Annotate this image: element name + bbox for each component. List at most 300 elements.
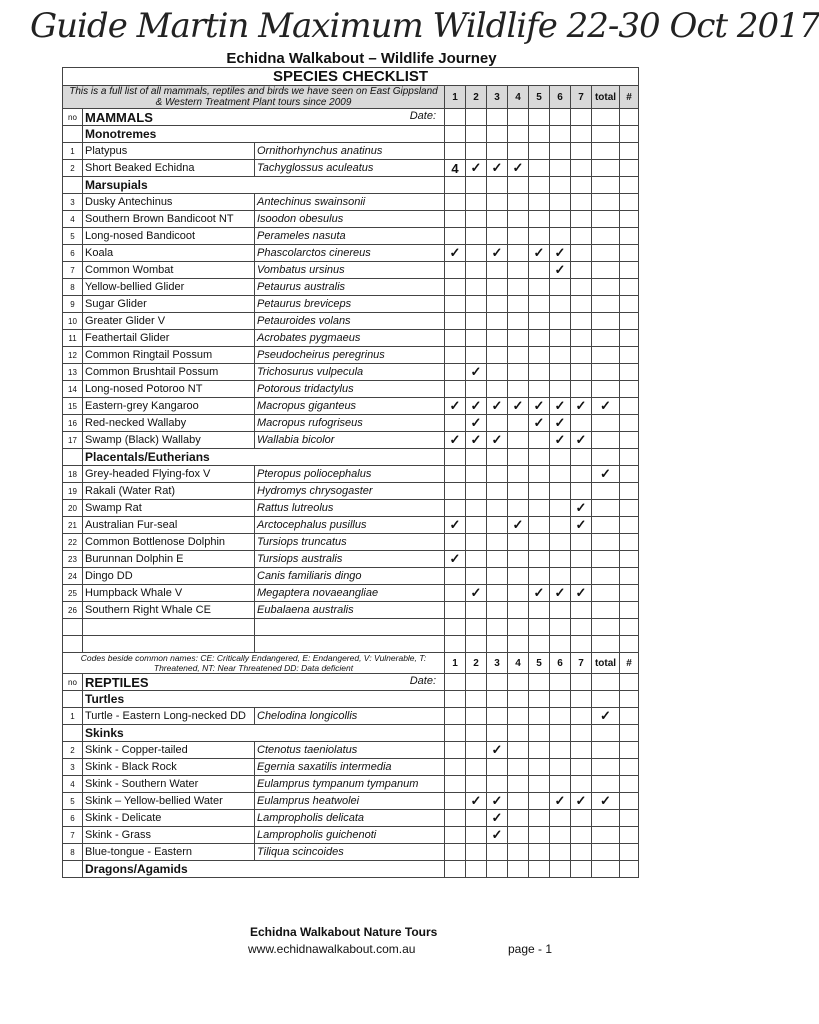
species-scientific-name: Petaurus breviceps xyxy=(255,296,445,313)
sighting-check-cell xyxy=(550,160,571,177)
sighting-check-cell xyxy=(487,262,508,279)
sighting-check-cell xyxy=(466,827,487,844)
sighting-check-cell xyxy=(529,517,550,534)
species-number: 5 xyxy=(63,228,83,245)
species-row xyxy=(63,568,639,585)
sighting-check-cell xyxy=(592,245,620,262)
sighting-check-cell xyxy=(550,534,571,551)
sighting-check-cell xyxy=(571,742,592,759)
sighting-check-cell: ✓ xyxy=(592,708,620,725)
sighting-check-cell xyxy=(508,585,529,602)
group-cell xyxy=(487,861,508,878)
sighting-check-cell xyxy=(592,551,620,568)
sighting-check-cell xyxy=(445,330,466,347)
date-cell xyxy=(620,674,639,691)
group-cell xyxy=(487,725,508,742)
sighting-check-cell xyxy=(487,844,508,861)
sighting-check-cell xyxy=(571,211,592,228)
sighting-check-cell xyxy=(445,827,466,844)
group-name: Skinks xyxy=(83,725,445,742)
day-column-header: 7 xyxy=(571,86,592,109)
sighting-check-cell xyxy=(445,194,466,211)
sighting-check-cell xyxy=(620,245,639,262)
sighting-check-cell xyxy=(571,776,592,793)
sighting-check-cell xyxy=(550,330,571,347)
group-row xyxy=(63,126,639,143)
sighting-check-cell xyxy=(620,517,639,534)
species-scientific-name: Petaurus australis xyxy=(255,279,445,296)
species-scientific-name: Canis familiaris dingo xyxy=(255,568,445,585)
sighting-check-cell xyxy=(529,279,550,296)
blank-cell xyxy=(620,619,639,636)
date-cell xyxy=(529,109,550,126)
group-cell xyxy=(466,861,487,878)
sighting-check-cell xyxy=(445,793,466,810)
sighting-check-cell xyxy=(508,313,529,330)
section-row xyxy=(63,674,639,691)
group-row xyxy=(63,177,639,194)
blank-cell xyxy=(508,636,529,653)
date-cell xyxy=(620,109,639,126)
sighting-check-cell xyxy=(592,211,620,228)
date-cell xyxy=(592,109,620,126)
group-cell xyxy=(529,126,550,143)
sighting-check-cell: ✓ xyxy=(487,810,508,827)
species-scientific-name: Macropus rufogriseus xyxy=(255,415,445,432)
group-name: Dragons/Agamids xyxy=(83,861,445,878)
section-title-text: MAMMALS xyxy=(85,109,153,125)
species-common-name: Eastern-grey Kangaroo xyxy=(83,398,255,415)
group-row xyxy=(63,691,639,708)
sighting-check-cell xyxy=(508,432,529,449)
sighting-check-cell: ✓ xyxy=(466,432,487,449)
species-scientific-name: Macropus giganteus xyxy=(255,398,445,415)
blank-cell xyxy=(529,619,550,636)
species-number: 18 xyxy=(63,466,83,483)
sighting-check-cell: ✓ xyxy=(529,398,550,415)
group-cell xyxy=(529,861,550,878)
group-cell xyxy=(571,725,592,742)
section-row xyxy=(63,109,639,126)
conservation-codes: Codes beside common names: CE: Critically Endangered, E: Endangered, V: Vulnerable, T: Threatened, NT: Near Threatened DD: Data deficient xyxy=(63,653,445,674)
sighting-check-cell xyxy=(592,330,620,347)
sighting-check-cell xyxy=(529,330,550,347)
sighting-check-cell xyxy=(508,245,529,262)
sighting-check-cell xyxy=(620,759,639,776)
sighting-check-cell xyxy=(620,534,639,551)
species-common-name: Platypus xyxy=(83,143,255,160)
species-row xyxy=(63,708,639,725)
species-common-name: Rakali (Water Rat) xyxy=(83,483,255,500)
sighting-check-cell xyxy=(466,143,487,160)
sighting-check-cell xyxy=(550,347,571,364)
no-label: no xyxy=(63,109,83,126)
group-row xyxy=(63,449,639,466)
sighting-check-cell xyxy=(445,143,466,160)
species-row xyxy=(63,245,639,262)
sighting-check-cell: ✓ xyxy=(571,432,592,449)
sighting-check-cell xyxy=(571,466,592,483)
date-cell xyxy=(592,674,620,691)
document-subtitle: Echidna Walkabout – Wildlife Journey xyxy=(226,50,497,67)
sighting-check-cell xyxy=(445,585,466,602)
sighting-check-cell: ✓ xyxy=(550,432,571,449)
sighting-check-cell xyxy=(592,776,620,793)
species-number: 13 xyxy=(63,364,83,381)
sighting-check-cell xyxy=(620,228,639,245)
sighting-check-cell xyxy=(487,330,508,347)
sighting-check-cell xyxy=(445,708,466,725)
sighting-check-cell xyxy=(466,381,487,398)
date-cell xyxy=(529,674,550,691)
sighting-check-cell xyxy=(466,245,487,262)
species-number: 8 xyxy=(63,844,83,861)
species-number: 20 xyxy=(63,500,83,517)
sighting-check-cell xyxy=(620,742,639,759)
sighting-check-cell xyxy=(445,500,466,517)
sighting-check-cell xyxy=(620,262,639,279)
sighting-check-cell xyxy=(620,194,639,211)
day-column-header: 2 xyxy=(466,86,487,109)
sighting-check-cell xyxy=(466,602,487,619)
species-row xyxy=(63,793,639,810)
sighting-check-cell xyxy=(571,160,592,177)
sighting-check-cell xyxy=(550,364,571,381)
species-scientific-name: Chelodina longicollis xyxy=(255,708,445,725)
sighting-check-cell xyxy=(571,810,592,827)
sighting-check-cell xyxy=(620,313,639,330)
sighting-check-cell: ✓ xyxy=(592,398,620,415)
blank-row xyxy=(63,636,639,653)
sighting-check-cell: ✓ xyxy=(466,415,487,432)
sighting-check-cell xyxy=(508,810,529,827)
sighting-check-cell xyxy=(508,381,529,398)
blank-no xyxy=(63,636,83,653)
sighting-check-cell xyxy=(571,330,592,347)
sighting-check-cell xyxy=(487,279,508,296)
sighting-check-cell xyxy=(571,364,592,381)
sighting-check-cell xyxy=(466,483,487,500)
date-cell xyxy=(445,109,466,126)
sighting-check-cell xyxy=(550,776,571,793)
blank-cell xyxy=(571,636,592,653)
sighting-check-cell xyxy=(571,415,592,432)
no-label: no xyxy=(63,674,83,691)
group-cell xyxy=(592,861,620,878)
sighting-check-cell xyxy=(620,381,639,398)
blank-no xyxy=(63,619,83,636)
sighting-check-cell xyxy=(508,742,529,759)
sighting-check-cell xyxy=(571,827,592,844)
blank-cell xyxy=(529,636,550,653)
sighting-check-cell xyxy=(445,759,466,776)
sighting-check-cell xyxy=(529,568,550,585)
sighting-check-cell xyxy=(487,228,508,245)
day-column-header: # xyxy=(620,653,639,674)
sighting-check-cell: ✓ xyxy=(529,415,550,432)
sighting-check-cell xyxy=(529,313,550,330)
sighting-check-cell xyxy=(508,296,529,313)
sighting-check-cell xyxy=(466,313,487,330)
date-label: Date: xyxy=(409,109,436,122)
group-cell xyxy=(487,177,508,194)
group-cell xyxy=(620,449,639,466)
sighting-check-cell xyxy=(571,602,592,619)
species-number: 23 xyxy=(63,551,83,568)
group-cell xyxy=(487,691,508,708)
species-number: 15 xyxy=(63,398,83,415)
date-cell xyxy=(466,109,487,126)
species-number: 4 xyxy=(63,211,83,228)
species-row xyxy=(63,364,639,381)
sighting-check-cell: ✓ xyxy=(571,500,592,517)
intro-header-row xyxy=(63,86,639,109)
group-name: Marsupials xyxy=(83,177,445,194)
species-row xyxy=(63,551,639,568)
group-cell xyxy=(620,725,639,742)
species-scientific-name: Ornithorhynchus anatinus xyxy=(255,143,445,160)
species-row xyxy=(63,347,639,364)
sighting-check-cell xyxy=(620,708,639,725)
species-common-name: Dingo DD xyxy=(83,568,255,585)
sighting-check-cell xyxy=(445,483,466,500)
species-scientific-name: Hydromys chrysogaster xyxy=(255,483,445,500)
sighting-check-cell: ✓ xyxy=(571,793,592,810)
sighting-check-cell xyxy=(445,810,466,827)
sighting-check-cell xyxy=(508,708,529,725)
species-number: 5 xyxy=(63,793,83,810)
sighting-check-cell xyxy=(487,708,508,725)
species-number: 7 xyxy=(63,262,83,279)
sighting-check-cell xyxy=(620,466,639,483)
species-scientific-name: Tiliqua scincoides xyxy=(255,844,445,861)
species-common-name: Southern Right Whale CE xyxy=(83,602,255,619)
sighting-check-cell xyxy=(592,415,620,432)
sighting-check-cell xyxy=(620,793,639,810)
sighting-check-cell xyxy=(571,262,592,279)
sighting-check-cell xyxy=(445,568,466,585)
sighting-check-cell xyxy=(466,568,487,585)
group-cell xyxy=(529,725,550,742)
sighting-check-cell xyxy=(592,585,620,602)
species-number: 11 xyxy=(63,330,83,347)
sighting-check-cell xyxy=(550,313,571,330)
sighting-check-cell xyxy=(466,466,487,483)
species-common-name: Long-nosed Potoroo NT xyxy=(83,381,255,398)
title-row xyxy=(63,68,639,86)
group-cell xyxy=(529,177,550,194)
sighting-check-cell xyxy=(529,742,550,759)
sighting-check-cell: ✓ xyxy=(550,415,571,432)
sighting-check-cell xyxy=(445,742,466,759)
species-common-name: Australian Fur-seal xyxy=(83,517,255,534)
species-row xyxy=(63,279,639,296)
group-cell xyxy=(550,126,571,143)
species-row xyxy=(63,827,639,844)
species-common-name: Long-nosed Bandicoot xyxy=(83,228,255,245)
sighting-check-cell: ✓ xyxy=(445,432,466,449)
species-row xyxy=(63,483,639,500)
sighting-check-cell xyxy=(592,296,620,313)
intro-text: This is a full list of all mammals, reptiles and birds we have seen on East Gippsland & Western Treatment Plant tours since 2009 xyxy=(63,86,445,109)
sighting-check-cell xyxy=(529,793,550,810)
sighting-check-cell xyxy=(487,568,508,585)
species-number: 2 xyxy=(63,742,83,759)
species-common-name: Greater Glider V xyxy=(83,313,255,330)
footer-company: Echidna Walkabout Nature Tours xyxy=(250,925,438,939)
sighting-check-cell: ✓ xyxy=(466,398,487,415)
sighting-check-cell xyxy=(550,143,571,160)
sighting-check-cell xyxy=(466,810,487,827)
blank-cell xyxy=(550,636,571,653)
sighting-check-cell xyxy=(487,415,508,432)
sighting-check-cell: ✓ xyxy=(445,398,466,415)
species-row xyxy=(63,500,639,517)
species-row xyxy=(63,759,639,776)
sighting-check-cell xyxy=(620,364,639,381)
species-scientific-name: Eulamprus heatwolei xyxy=(255,793,445,810)
species-common-name: Skink - Black Rock xyxy=(83,759,255,776)
sighting-check-cell xyxy=(445,262,466,279)
group-cell xyxy=(571,691,592,708)
sighting-check-cell xyxy=(487,500,508,517)
checklist-title: SPECIES CHECKLIST xyxy=(63,68,639,86)
group-no xyxy=(63,126,83,143)
sighting-check-cell: ✓ xyxy=(508,517,529,534)
sighting-check-cell xyxy=(529,194,550,211)
handwritten-heading: Guide Martin Maximum Wildlife 22-30 Oct 2017 xyxy=(30,6,819,46)
sighting-check-cell: ✓ xyxy=(466,364,487,381)
species-number: 2 xyxy=(63,160,83,177)
blank-cell xyxy=(550,619,571,636)
sighting-check-cell xyxy=(620,585,639,602)
group-cell xyxy=(445,725,466,742)
sighting-check-cell xyxy=(508,415,529,432)
species-common-name: Dusky Antechinus xyxy=(83,194,255,211)
sighting-check-cell: ✓ xyxy=(487,160,508,177)
species-scientific-name: Perameles nasuta xyxy=(255,228,445,245)
species-common-name: Feathertail Glider xyxy=(83,330,255,347)
sighting-check-cell xyxy=(571,194,592,211)
sighting-check-cell xyxy=(508,279,529,296)
sighting-check-cell xyxy=(529,211,550,228)
species-common-name: Koala xyxy=(83,245,255,262)
group-cell xyxy=(445,449,466,466)
blank-cell xyxy=(487,636,508,653)
sighting-check-cell xyxy=(592,517,620,534)
species-number: 6 xyxy=(63,810,83,827)
sighting-check-cell xyxy=(550,551,571,568)
group-no xyxy=(63,725,83,742)
sighting-check-cell xyxy=(620,568,639,585)
date-cell xyxy=(508,109,529,126)
sighting-check-cell: ✓ xyxy=(487,827,508,844)
sighting-check-cell xyxy=(592,500,620,517)
sighting-check-cell xyxy=(571,534,592,551)
species-number: 16 xyxy=(63,415,83,432)
sighting-check-cell xyxy=(487,194,508,211)
species-row xyxy=(63,296,639,313)
sighting-check-cell xyxy=(592,160,620,177)
blank-row xyxy=(63,619,639,636)
sighting-check-cell xyxy=(529,759,550,776)
species-row xyxy=(63,228,639,245)
day-column-header: 6 xyxy=(550,86,571,109)
species-scientific-name: Arctocephalus pusillus xyxy=(255,517,445,534)
sighting-check-cell xyxy=(620,776,639,793)
group-cell xyxy=(508,126,529,143)
sighting-check-cell xyxy=(445,381,466,398)
day-column-header: 3 xyxy=(487,86,508,109)
group-row xyxy=(63,861,639,878)
sighting-check-cell: ✓ xyxy=(529,245,550,262)
sighting-check-cell xyxy=(571,708,592,725)
group-cell xyxy=(445,126,466,143)
sighting-check-cell xyxy=(466,551,487,568)
species-number: 3 xyxy=(63,759,83,776)
species-common-name: Skink - Delicate xyxy=(83,810,255,827)
date-cell xyxy=(466,674,487,691)
day-column-header: 5 xyxy=(529,86,550,109)
species-common-name: Turtle - Eastern Long-necked DD xyxy=(83,708,255,725)
sighting-check-cell xyxy=(466,347,487,364)
sighting-check-cell xyxy=(445,776,466,793)
sighting-check-cell xyxy=(508,347,529,364)
species-common-name: Skink - Copper-tailed xyxy=(83,742,255,759)
sighting-check-cell xyxy=(508,793,529,810)
species-common-name: Blue-tongue - Eastern xyxy=(83,844,255,861)
species-row xyxy=(63,330,639,347)
species-number: 9 xyxy=(63,296,83,313)
sighting-check-cell xyxy=(592,568,620,585)
day-column-header: 4 xyxy=(508,653,529,674)
date-cell xyxy=(571,674,592,691)
sighting-check-cell: ✓ xyxy=(445,245,466,262)
species-scientific-name: Potorous tridactylus xyxy=(255,381,445,398)
sighting-check-cell xyxy=(620,415,639,432)
sighting-check-cell: ✓ xyxy=(466,160,487,177)
sighting-check-cell xyxy=(529,708,550,725)
footer-website[interactable]: www.echidnawalkabout.com.au xyxy=(248,942,416,956)
sighting-check-cell xyxy=(487,534,508,551)
sighting-check-cell xyxy=(592,827,620,844)
species-row xyxy=(63,466,639,483)
sighting-check-cell xyxy=(466,194,487,211)
group-cell xyxy=(487,126,508,143)
species-scientific-name: Acrobates pygmaeus xyxy=(255,330,445,347)
sighting-check-cell xyxy=(571,313,592,330)
sighting-check-cell xyxy=(445,364,466,381)
day-column-header: 6 xyxy=(550,653,571,674)
group-no xyxy=(63,691,83,708)
sighting-check-cell: ✓ xyxy=(445,551,466,568)
sighting-check-cell xyxy=(550,827,571,844)
sighting-check-cell xyxy=(445,279,466,296)
sighting-check-cell xyxy=(508,364,529,381)
sighting-check-cell xyxy=(571,347,592,364)
group-cell xyxy=(550,861,571,878)
group-cell xyxy=(592,725,620,742)
sighting-check-cell xyxy=(487,143,508,160)
date-cell xyxy=(571,109,592,126)
sighting-check-cell xyxy=(620,827,639,844)
species-common-name: Southern Brown Bandicoot NT xyxy=(83,211,255,228)
sighting-check-cell xyxy=(592,381,620,398)
species-number: 10 xyxy=(63,313,83,330)
group-cell xyxy=(550,691,571,708)
sighting-check-cell xyxy=(466,279,487,296)
sighting-check-cell xyxy=(550,296,571,313)
